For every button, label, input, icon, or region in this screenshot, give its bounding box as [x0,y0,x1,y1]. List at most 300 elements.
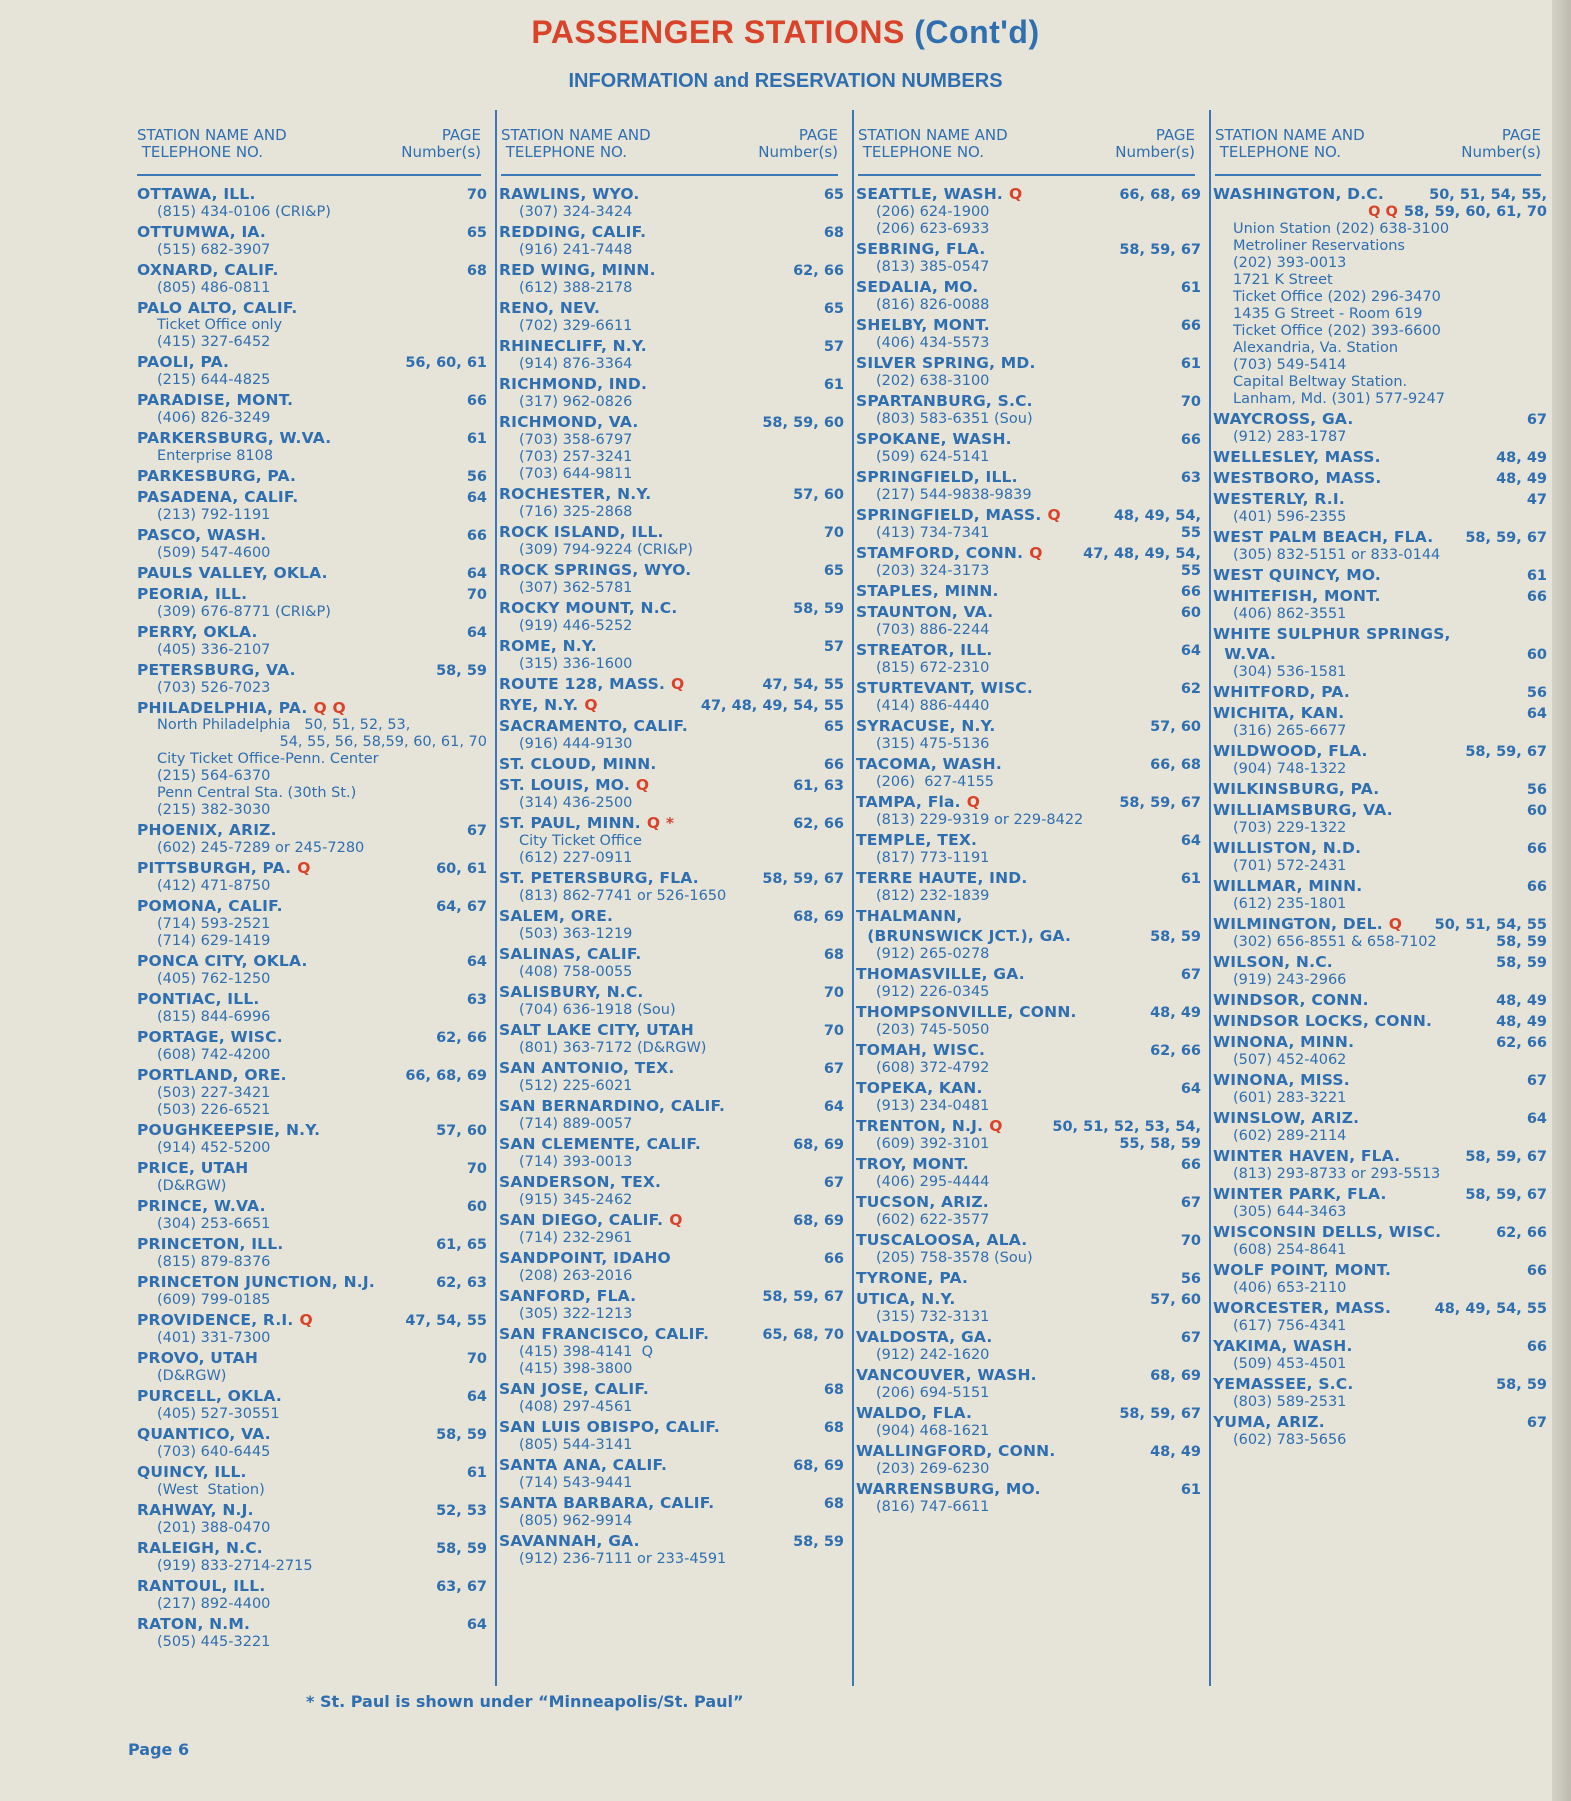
station-pages: 58, 59, 67 [762,1289,844,1305]
phone-line: (217) 892-4400 [157,1596,271,1612]
phone-line: (217) 544-9838-9839 [876,487,1032,503]
phone-line: (405) 527-30551 [157,1406,280,1422]
station-row [499,414,844,432]
station-name-text: (BRUNSWICK JCT.), GA. [856,927,1072,945]
station-name-text: SACRAMENTO, CALIF. [499,717,688,735]
station-name-text: PHOENIX, ARIZ. [137,821,277,839]
station-entry [856,186,1201,238]
station-pages: 70 [1180,394,1201,410]
station-row [137,1464,487,1482]
station-name [856,1118,1003,1135]
phone-line: (314) 436-2500 [519,795,633,811]
station-name-text: W.VA. [1213,645,1277,663]
phone-line: (203) 745-5050 [876,1022,990,1038]
station-name [499,1060,675,1077]
station-entry [499,1419,844,1454]
header-station-label: STATION NAME AND TELEPHONE NO. [858,126,1008,161]
phone-line: (612) 235-1801 [1233,896,1347,912]
station-pages: 61 [466,431,487,447]
station-pages: 64 [466,1617,487,1633]
station-name [856,1367,1037,1384]
station-row [856,583,1201,601]
reservation-q-icon: Q [1009,185,1023,203]
phone-line: (608) 254-8641 [1233,1242,1347,1258]
phone-line: (805) 486-0811 [157,280,271,296]
station-pages: 47, 54, 55 [405,1313,487,1329]
phone-row [856,525,1201,542]
station-row [1213,840,1547,858]
station-name-text: PHILADELPHIA, PA. [137,699,308,717]
station-pages: 60, 61 [436,861,487,877]
column-3 [852,110,1209,1686]
phone-line: (503) 363-1219 [519,926,633,942]
phone-line: (203) 269-6230 [876,1461,990,1477]
station-pages: 67 [1526,412,1547,428]
station-entry [137,1122,487,1157]
station-pages: 67 [1180,1195,1201,1211]
phone-line: (315) 732-3131 [876,1309,990,1325]
phone-line: (317) 962-0826 [519,394,633,410]
station-name [137,262,279,279]
header-page-label: PAGE Number(s) [758,126,838,161]
station-row [1213,705,1547,723]
station-row [856,794,1201,812]
station-row [137,953,487,971]
station-name-text: STAUNTON, VA. [856,603,994,621]
station-pages: 68 [466,263,487,279]
station-name [137,1274,375,1291]
station-entry [499,676,844,694]
station-entry [1213,1338,1547,1373]
station-entry [499,697,844,715]
station-pages: 58, 59, 67 [1119,795,1201,811]
station-entry [856,642,1201,677]
station-row [856,908,1201,925]
station-pages: 70 [823,985,844,1001]
station-row [137,1029,487,1047]
station-name-text: SALINAS, CALIF. [499,945,642,963]
station-name [856,756,1002,773]
station-name-text: OTTAWA, ILL. [137,185,256,203]
station-entry [137,991,487,1026]
station-pages: 64 [466,625,487,641]
phone-line: (805) 962-9914 [519,1513,633,1529]
station-row [137,262,487,280]
station-name [856,186,1022,203]
station-entry [1213,1300,1547,1335]
station-pages: 56 [1526,685,1547,701]
phone-line: (916) 241-7448 [519,242,633,258]
station-entry [499,1533,844,1568]
station-row [499,562,844,580]
station-pages: 60 [466,1199,487,1215]
detail-line: Ticket Office (202) 393-6600 [1233,323,1441,339]
station-pages: 64 [1526,1111,1547,1127]
station-row [499,262,844,280]
station-entry [137,700,487,819]
station-name [856,1291,955,1308]
station-name [1213,1414,1325,1431]
station-entry [499,1212,844,1247]
station-name [1213,705,1344,722]
station-name [1213,1376,1353,1393]
station-name [499,224,646,241]
station-name [856,1042,985,1059]
phone-line: (813) 862-7741 or 526-1650 [519,888,727,904]
title-cont: (Cont'd) [914,14,1040,50]
station-pages: 65 [823,563,844,579]
phone-line: (405) 762-1250 [157,971,271,987]
station-entry [499,1288,844,1323]
station-name-text: VANCOUVER, WASH. [856,1366,1037,1384]
station-pages: 58, 59, 67 [762,871,844,887]
phone-line: (D&RGW) [157,1178,227,1194]
station-name-text: SANTA BARBARA, CALIF. [499,1494,715,1512]
station-row [856,469,1201,487]
station-pages: 63 [466,992,487,1008]
phone-line: (608) 372-4792 [876,1060,990,1076]
phone-line: (702) 329-6611 [519,318,633,334]
station-name [499,984,644,1001]
station-name [499,376,647,393]
station-name [1213,449,1381,466]
station-name [1213,1338,1353,1355]
station-entry [856,966,1201,1001]
station-name [137,991,260,1008]
station-pages: 64 [1180,833,1201,849]
station-pages: 58, 59 [793,601,844,617]
station-row [856,1481,1201,1499]
phone-line: (912) 283-1787 [1233,429,1347,445]
station-name [856,718,996,735]
station-entry [856,1156,1201,1191]
station-name [137,1578,265,1595]
phone-line: (703) 640-6445 [157,1444,271,1460]
phone-line: (914) 452-5200 [157,1140,271,1156]
phone-line: (309) 676-8771 (CRI&P) [157,604,331,620]
station-row [1213,684,1547,702]
station-pages: 48, 49 [1496,450,1547,466]
station-name-text: WAYCROSS, GA. [1213,410,1354,428]
station-name-text: VALDOSTA, GA. [856,1328,993,1346]
station-row [1213,449,1547,467]
station-entry [137,430,487,465]
station-name [137,1067,287,1084]
station-name-text: TROY, MONT. [856,1155,969,1173]
phone-line: (716) 325-2868 [519,504,633,520]
page-number: Page 6 [128,1740,190,1759]
station-entry [856,1080,1201,1115]
station-name-text: WHITFORD, PA. [1213,683,1350,701]
station-row [499,815,844,833]
station-row [1213,743,1547,761]
header-page-label: PAGE Number(s) [1461,126,1541,161]
phone-line: (304) 253-6651 [157,1216,271,1232]
station-name-text: PAOLI, PA. [137,353,230,371]
station-name [499,697,598,714]
station-pages: 57 [823,639,844,655]
phone-line: (406) 826-3249 [157,410,271,426]
phone-line: (505) 445-3221 [157,1634,271,1650]
station-name-text: STREATOR, ILL. [856,641,993,659]
station-name-text: STAMFORD, CONN. [856,544,1024,562]
station-name-text: POUGHKEEPSIE, N.Y. [137,1121,321,1139]
station-row [499,1098,844,1116]
phone-line: (703) 257-3241 [519,449,633,465]
station-row [499,777,844,795]
station-row [856,241,1201,259]
phone-line: (714) 393-0013 [519,1154,633,1170]
station-name-text: WINONA, MINN. [1213,1033,1355,1051]
phone-line: (304) 536-1581 [1233,664,1347,680]
station-entry [137,1160,487,1195]
station-pages: 61 [466,1465,487,1481]
station-entry [856,279,1201,314]
station-name-text: PASADENA, CALIF. [137,488,299,506]
station-row [1213,1262,1547,1280]
station-name-text: PONTIAC, ILL. [137,990,260,1008]
phone-line: City Ticket Office [519,833,642,849]
station-row [856,317,1201,335]
station-pages: 67 [1526,1073,1547,1089]
phone-line: (515) 682-3907 [157,242,271,258]
phone-line: (201) 388-0470 [157,1520,271,1536]
phone-line: (406) 653-2110 [1233,1280,1347,1296]
station-name [499,1174,661,1191]
station-name [499,600,677,617]
station-row [499,1060,844,1078]
station-entry [856,431,1201,466]
station-row [499,638,844,656]
station-entry [499,486,844,521]
station-name [499,486,651,503]
station-row [499,1381,844,1399]
station-name-text: PRINCETON, ILL. [137,1235,284,1253]
column-1 [135,110,495,1686]
station-name-text: SILVER SPRING, MD. [856,354,1036,372]
station-row [856,1443,1201,1461]
station-name-text: WESTBORO, MASS. [1213,469,1382,487]
station-row [137,1616,487,1634]
phone-line: (919) 446-5252 [519,618,633,634]
station-name [499,414,639,431]
station-pages: 65 [823,187,844,203]
station-entry [856,1329,1201,1364]
phone-line: (601) 283-3221 [1233,1090,1347,1106]
phone-line: (602) 622-3577 [876,1212,990,1228]
detail-line: Union Station (202) 638-3100 [1233,221,1450,237]
phone-line: (202) 638-3100 [876,373,990,389]
station-name-text: WILLMAR, MINN. [1213,877,1363,895]
header-station-label: STATION NAME AND TELEPHONE NO. [501,126,651,161]
phone-line: (815) 879-8376 [157,1254,271,1270]
station-row [1213,781,1547,799]
station-pages: 70 [466,587,487,603]
station-entry [499,186,844,221]
station-name-text: SEDALIA, MO. [856,278,979,296]
station-entry [137,1502,487,1537]
station-name-text: PORTAGE, WISC. [137,1028,283,1046]
station-name-text: PROVO, UTAH [137,1349,259,1367]
station-row [856,393,1201,411]
station-row [856,1329,1201,1347]
station-pages: 68, 69 [793,1458,844,1474]
station-name-text: SHELBY, MONT. [856,316,990,334]
station-name-text: YAKIMA, WASH. [1213,1337,1353,1355]
station-entry [856,870,1201,905]
station-name-text: WINSLOW, ARIZ. [1213,1109,1360,1127]
station-pages: 62, 66 [436,1030,487,1046]
station-name [499,1457,667,1474]
station-name [1213,186,1384,203]
station-name [856,642,993,659]
station-entry [137,1312,487,1347]
phone-line: (315) 336-1600 [519,656,633,672]
station-name-text: WINONA, MISS. [1213,1071,1350,1089]
station-name-text: PARKESBURG, PA. [137,467,297,485]
station-name-text: YUMA, ARIZ. [1213,1413,1325,1431]
station-entry [137,1578,487,1613]
station-entry [856,1481,1201,1516]
phone-row [1213,934,1547,951]
station-entry [137,565,487,583]
station-row [137,1160,487,1178]
station-name-text: THOMPSONVILLE, CONN. [856,1003,1077,1021]
station-entry [137,1236,487,1271]
header-page-label: PAGE Number(s) [401,126,481,161]
station-name-text: PRICE, UTAH [137,1159,249,1177]
detail-line: (703) 549-5414 [1233,357,1347,373]
station-name-text: PORTLAND, ORE. [137,1066,287,1084]
station-entry [856,545,1201,580]
station-name [1213,1013,1432,1030]
station-row [856,1232,1201,1250]
station-pages: 66 [466,393,487,409]
phone-line: (307) 362-5781 [519,580,633,596]
station-pages: 70 [823,1023,844,1039]
station-row [137,822,487,840]
station-row [1213,1034,1547,1052]
station-entry [1213,743,1547,778]
station-row [856,1080,1201,1098]
station-entry [1213,1376,1547,1411]
station-name-text: SAN BERNARDINO, CALIF. [499,1097,726,1115]
station-entry [856,1004,1201,1039]
station-pages: 56 [1526,782,1547,798]
station-entry [137,860,487,895]
reservation-q-icon: Q Q [313,699,346,717]
column-header [137,110,481,176]
station-name [137,1160,248,1177]
station-pages: 67 [823,1175,844,1191]
station-entry [499,756,844,774]
station-pages: 48, 49 [1150,1005,1201,1021]
phone-line: Enterprise 8108 [157,448,274,464]
station-pages: 66 [1526,1339,1547,1355]
station-row [499,946,844,964]
station-name [137,662,296,679]
phone-line: (912) 236-7111 or 233-4591 [519,1551,727,1567]
station-entry [1213,781,1547,799]
station-name-text: PITTSBURGH, PA. [137,859,292,877]
phone-line: (714) 593-2521 [157,916,271,932]
station-pages: 66 [1526,1263,1547,1279]
station-name-text: SANTA ANA, CALIF. [499,1456,668,1474]
station-name [499,1326,709,1343]
station-row [499,1457,844,1475]
station-name [856,1329,992,1346]
station-pages: 58, 59, 67 [1119,242,1201,258]
station-pages: 58, 59, 67 [1119,1406,1201,1422]
station-entry [1213,840,1547,875]
station-entry [137,1388,487,1423]
station-name [1213,781,1379,798]
station-row [499,1022,844,1040]
column-2 [495,110,852,1686]
phone-line: (813) 293-8733 or 293-5513 [1233,1166,1441,1182]
reservation-q-icon: Q [989,1117,1003,1135]
station-name [1213,992,1369,1009]
station-name [1213,916,1402,933]
station-entry [499,1326,844,1378]
station-entry [1213,954,1547,989]
station-entry [1213,992,1547,1010]
station-name [499,1381,649,1398]
station-entry [856,756,1201,791]
phone-line: (215) 644-4825 [157,372,271,388]
station-name-text: WILKINSBURG, PA. [1213,780,1380,798]
station-entry [1213,588,1547,623]
station-row [1213,567,1547,585]
station-row [1213,411,1547,429]
station-entry [1213,529,1547,564]
station-row [1213,626,1547,643]
station-name [499,756,657,773]
station-name [1213,491,1345,508]
station-name [499,1212,683,1229]
phone-line: (213) 792-1191 [157,507,271,523]
phone-line: (612) 227-0911 [519,850,633,866]
station-entry [1213,491,1547,526]
station-name-text: RICHMOND, VA. [499,413,639,431]
station-name-text: WILSON, N.C. [1213,953,1333,971]
station-entry [499,1098,844,1133]
station-entry [856,507,1201,542]
station-name-text: RANTOUL, ILL. [137,1577,266,1595]
station-pages: 56 [1180,1271,1201,1287]
station-name-text: SPARTANBURG, S.C. [856,392,1033,410]
station-name [1213,802,1393,819]
station-row [499,186,844,204]
station-row [499,1326,844,1344]
phone-line: (816) 747-6611 [876,1499,990,1515]
pages-continued-text: 58, 59, 60, 61, 70 [1403,204,1547,220]
station-name-text: SALISBURY, N.C. [499,983,644,1001]
station-row [856,279,1201,297]
station-pages: 58, 59, 67 [1465,1149,1547,1165]
column-header [501,110,838,176]
station-entry [856,469,1201,504]
station-pages: 64 [466,566,487,582]
phone-line: (302) 656-8551 & 658-7102 [1233,934,1437,950]
station-name [856,355,1036,372]
station-pages: 60 [1526,647,1547,663]
station-pages: 65 [823,301,844,317]
detail-line: Penn Central Sta. (30th St.) [157,785,357,801]
station-entry [856,680,1201,715]
station-entry [1213,1262,1547,1297]
station-row [137,565,487,583]
